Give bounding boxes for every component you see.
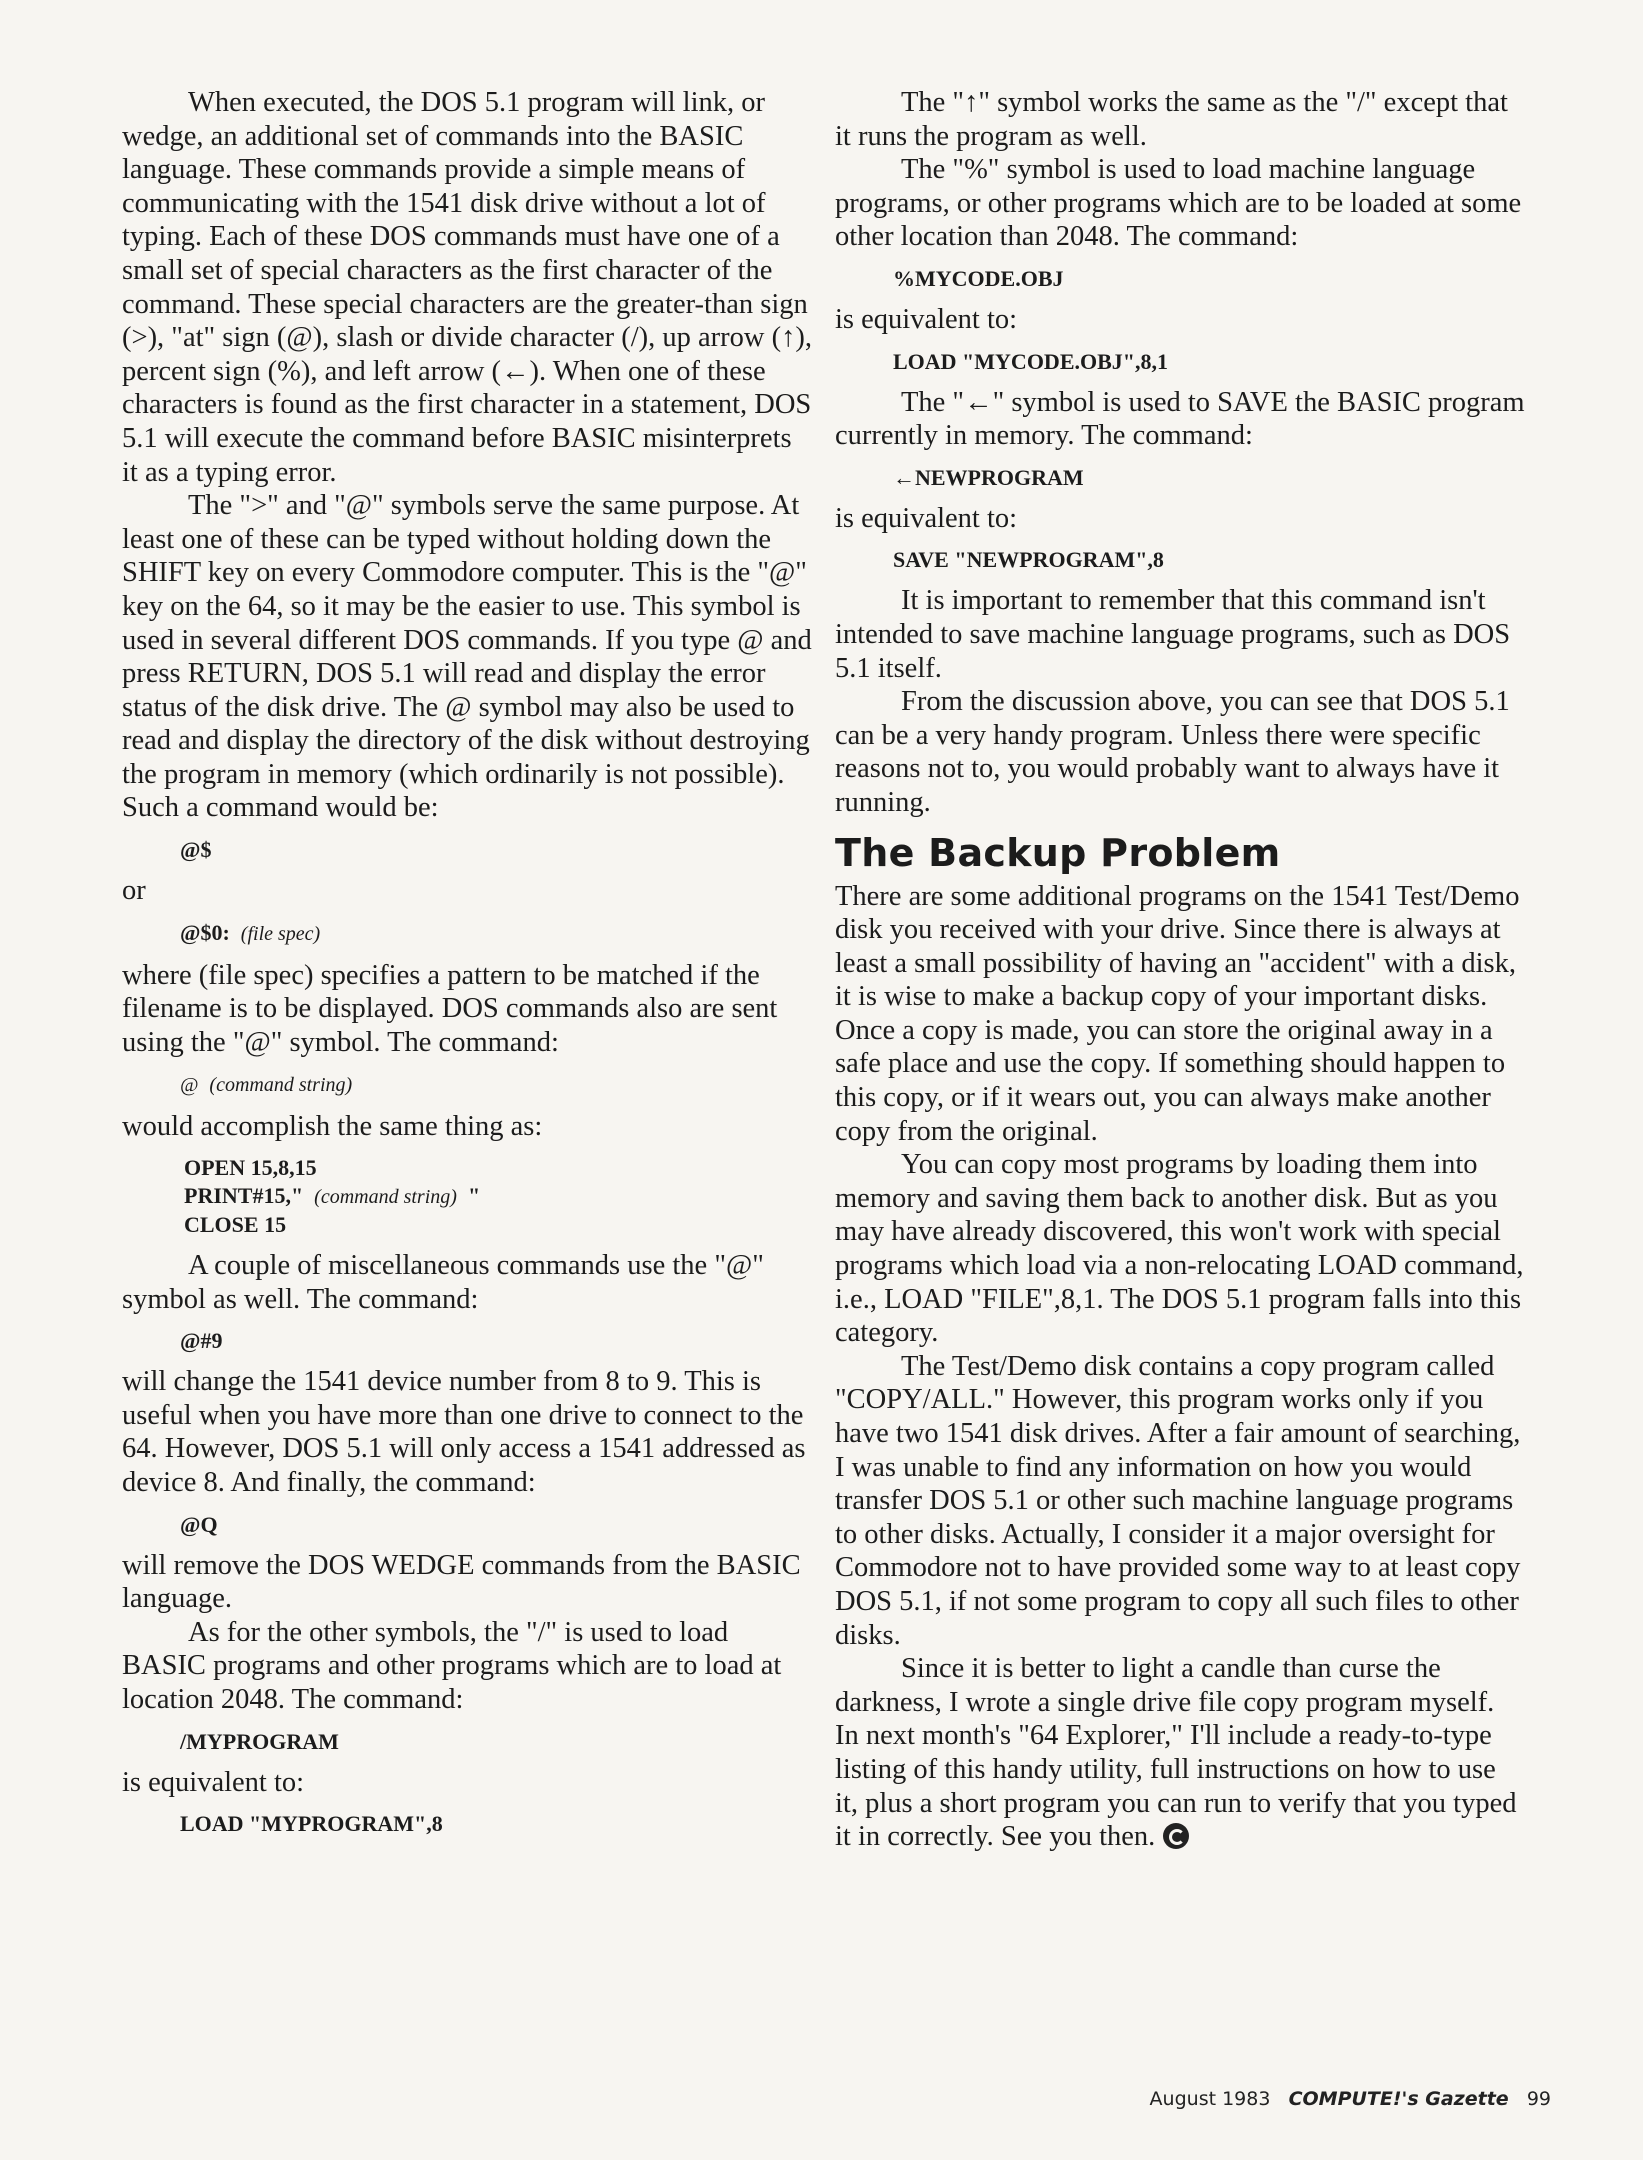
code-line	[180, 1069, 812, 1100]
paragraph: is equivalent to:	[122, 1766, 305, 1798]
page-number: 99	[1526, 2088, 1551, 2110]
code-line: %MYCODE.OBJ	[893, 265, 1064, 291]
page-footer	[1150, 2088, 1551, 2110]
paragraph: There are some additional programs on the 1541 Test/Demo disk you received with your drive. Since there is always at least a small possibility of having an "accident" with a disk, it is wise to make a backup copy of your important disks. Once a copy is made, you can store the original away in a safe place and use the copy. If something should happen to this copy, or if it wears out, you can always make another copy from the original.	[835, 880, 1520, 1147]
code-line	[184, 1182, 812, 1211]
code-text: @	[180, 1074, 199, 1097]
paragraph: The "←" symbol is used to SAVE the BASIC program currently in memory. The command:	[835, 386, 1525, 452]
section-heading: The Backup Problem	[835, 830, 1281, 875]
code-line: @Q	[180, 1511, 218, 1537]
magazine-name: COMPUTE!'s Gazette	[1288, 2088, 1509, 2110]
paragraph: will change the 1541 device number from 8 to 9. This is useful when you have more than one drive to connect to the 64. However, DOS 5.1 will only access a 1541 addressed as device 8. And finally, the command:	[122, 1366, 806, 1498]
paragraph	[835, 1652, 1525, 1854]
paragraph: is equivalent to:	[835, 303, 1018, 335]
code-text: "	[467, 1183, 481, 1209]
code-placeholder: (command string)	[209, 1074, 353, 1097]
code-placeholder: (command string)	[314, 1186, 457, 1209]
code-placeholder: (file spec)	[240, 922, 321, 945]
code-text: PRINT#15,"	[184, 1183, 304, 1209]
paragraph: where (file spec) specifies a pattern to be matched if the filename is to be displayed. DOS commands also are sent using the "@" symbol. The command:	[122, 959, 778, 1058]
code-line: LOAD "MYPROGRAM",8	[180, 1811, 443, 1837]
code-line	[180, 918, 812, 949]
code-line: OPEN 15,8,15	[184, 1155, 317, 1181]
code-line: ←NEWPROGRAM	[893, 464, 1084, 490]
paragraph: or	[122, 875, 146, 907]
code-line: CLOSE 15	[184, 1212, 287, 1238]
compute-logo-icon	[1163, 1823, 1189, 1849]
paragraph: will remove the DOS WEDGE commands from the BASIC language.	[122, 1549, 801, 1615]
paragraph: The "%" symbol is used to load machine language programs, or other programs which are to be loaded at some other location than 2048. The command:	[835, 154, 1522, 253]
paragraph: The Test/Demo disk contains a copy program called "COPY/ALL." However, this program works only if you have two 1541 disk drives. After a fair amount of searching, I was unable to find any information on how you would transfer DOS 5.1 or other such machine language programs to other disks. Actually, I consider it a major oversight for Commodore not to have provided some way to at least copy DOS 5.1, if not some program to copy all such files to other disks.	[835, 1350, 1521, 1651]
right-column	[835, 86, 1525, 1854]
paragraph: A couple of miscellaneous commands use the "@" symbol as well. The command:	[122, 1250, 764, 1315]
paragraph: You can copy most programs by loading them into memory and saving them back to another disk. But as you may have already discovered, this won't work with special programs which load via a non-relocating LOAD command, i.e., LOAD "FILE",8,1. The DOS 5.1 program falls into this category.	[835, 1149, 1524, 1349]
code-text: @$0:	[180, 919, 230, 945]
paragraph: As for the other symbols, the "/" is used to load BASIC programs and other programs which are to load at location 2048. The command:	[122, 1616, 782, 1715]
issue-date: August 1983	[1149, 2088, 1271, 2110]
paragraph: The "↑" symbol works the same as the "/" except that it runs the program as well.	[835, 87, 1508, 152]
code-line: LOAD "MYCODE.OBJ",8,1	[893, 348, 1168, 374]
code-block	[184, 1154, 812, 1239]
paragraph: is equivalent to:	[835, 502, 1018, 534]
paragraph-text: Since it is better to light a candle than curse the darkness, I wrote a single drive file copy program myself. In next month's "64 Explorer," I'll include a ready-to-type listing of this handy utility, full instructions on how to use it, plus a short program you can run to verify that you typed it in correctly. See you then.	[835, 1653, 1517, 1853]
paragraph: It is important to remember that this command isn't intended to save machine language programs, such as DOS 5.1 itself.	[835, 585, 1511, 684]
code-line: SAVE "NEWPROGRAM",8	[893, 547, 1164, 573]
left-column	[122, 86, 812, 1848]
code-line: @$	[180, 837, 212, 863]
paragraph: The ">" and "@" symbols serve the same purpose. At least one of these can be typed without holding down the SHIFT key on every Commodore computer. This is the "@" key on the 64, so it may be the easier to use. This symbol is used in several different DOS commands. If you type @ and press RETURN, DOS 5.1 will read and display the error status of the disk drive. The @ symbol may also be used to read and display the directory of the disk without destroying the program in memory (which ordinarily is not possible). Such a command would be:	[122, 490, 812, 824]
paragraph: When executed, the DOS 5.1 program will link, or wedge, an additional set of commands into the BASIC language. These commands provide a simple means of communicating with the 1541 disk drive without a lot of typing. Each of these DOS commands must have one of a small set of special characters as the first character of the command. These special characters are the greater-than sign (>), "at" sign (@), slash or divide character (/), up arrow (↑), percent sign (%), and left arrow (←). When one of these characters is found as the first character in a statement, DOS 5.1 will execute the command before BASIC misinterprets it as a typing error.	[122, 87, 812, 488]
paragraph: would accomplish the same thing as:	[122, 1111, 543, 1143]
paragraph: From the discussion above, you can see that DOS 5.1 can be a very handy program. Unless there were specific reasons not to, you would probably want to always have it running.	[835, 686, 1510, 818]
code-line: @#9	[180, 1328, 223, 1354]
code-line: /MYPROGRAM	[180, 1728, 339, 1754]
